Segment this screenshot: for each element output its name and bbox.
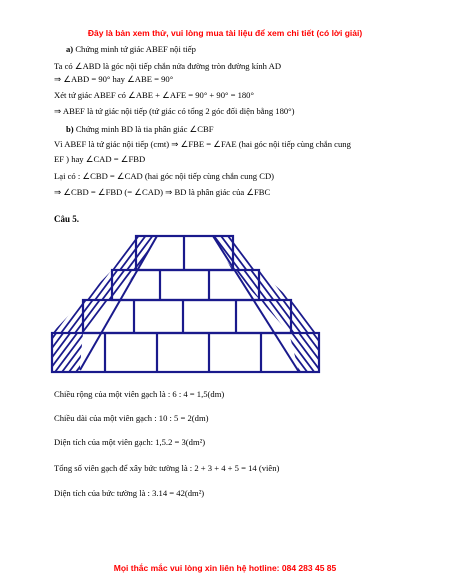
hatch-line (307, 270, 330, 300)
hatch-pattern (13, 236, 384, 372)
hatch-line (227, 300, 252, 333)
hatch-line (320, 333, 349, 372)
solution-line: ⇒ ABEF là tứ giác nội tiếp (tứ giác có tổng 2 góc đối diện bằng 180°) (54, 106, 295, 116)
hatch-line (241, 300, 266, 333)
hatch-line (26, 300, 51, 333)
hatch-line (124, 300, 149, 333)
hatch-line (78, 236, 104, 270)
solution-line: ⇒ ∠ABD = 90° hay ∠ABE = 90° (54, 74, 174, 84)
hatch-line (144, 270, 167, 300)
hatch-line (68, 300, 93, 333)
hatch-line (242, 236, 268, 270)
preview-banner: Đây là bản xem thử, vui lòng mua tài liệu để xem chi tiết (có lời giải) (87, 28, 363, 38)
part-a-label: a) (66, 44, 74, 54)
solution-line: Ta có ∠ABD là góc nội tiếp chắn nửa đường tròn đường kính AD (54, 61, 282, 71)
hatch-line (214, 236, 240, 270)
hatch-group (13, 333, 147, 372)
hatch-line (130, 270, 153, 300)
hatch-line (118, 333, 147, 372)
hatch-line (158, 270, 181, 300)
hatch-line (137, 270, 160, 300)
hatch-group (19, 300, 163, 333)
hatch-group (250, 333, 384, 372)
hatch-line (209, 270, 232, 300)
answer-line: Chiều rộng của một viên gạch là : 6 : 4 = 1,5(dm) (54, 389, 225, 399)
hatch-line (103, 300, 128, 333)
hatch-line (279, 270, 302, 300)
hatch-line (297, 300, 322, 333)
hatch-line (263, 236, 289, 270)
hatch-line (311, 300, 336, 333)
hatch-group (78, 236, 216, 270)
hatch-line (249, 236, 275, 270)
hatch-line (314, 270, 337, 300)
hatch-line (186, 236, 212, 270)
hatch-line (270, 236, 296, 270)
hatch-line (19, 300, 44, 333)
hatch-group (53, 270, 188, 300)
hatch-line (104, 333, 133, 372)
hatch-line (155, 236, 181, 270)
hatch-line (169, 236, 195, 270)
hatch-line (151, 270, 174, 300)
hatch-line (74, 270, 97, 300)
hatch-group (227, 300, 371, 333)
hatch-line (117, 300, 142, 333)
hatch-line (300, 270, 323, 300)
hatch-line (111, 333, 140, 372)
answer-line: Diện tích của một viên gạch: 1,5.2 = 3(dm²) (54, 437, 206, 447)
hatch-line (20, 333, 49, 372)
hatch-line (200, 236, 226, 270)
hatch-line (40, 300, 65, 333)
hatch-line (183, 236, 209, 270)
part-a-text: Chứng minh tứ giác ABEF nội tiếp (75, 44, 196, 54)
hatch-line (286, 270, 309, 300)
part-b-label: b) (66, 124, 74, 134)
hatch-line (85, 236, 111, 270)
answer-line: Diện tích của bức tường là : 3.14 = 42(dm²) (54, 488, 205, 498)
hatch-line (106, 236, 132, 270)
hatch-line (99, 236, 125, 270)
hatch-line (290, 300, 315, 333)
solution-line: Xét tứ giác ABEF có ∠ABE + ∠AFE = 90° + 90° = 180° (54, 90, 254, 100)
hatch-line (234, 300, 259, 333)
hatch-line (284, 236, 310, 270)
hatch-line (250, 333, 279, 372)
hatch-group (179, 236, 317, 270)
hatch-line (176, 236, 202, 270)
hatch-line (193, 236, 219, 270)
hatch-line (276, 300, 301, 333)
hatch-line (97, 333, 126, 372)
answer-line: Tổng số viên gạch để xây bức tường là : 2 + 3 + 4 + 5 = 14 (viên) (54, 463, 280, 473)
hatch-line (235, 236, 261, 270)
part-b-text: Chứng minh BD là tia phân giác ∠CBF (75, 124, 214, 134)
hatch-line (60, 270, 83, 300)
hatch-line (223, 270, 246, 300)
solution-line: EF ) hay ∠CAD = ∠FBD (54, 154, 146, 164)
hatch-line (327, 333, 356, 372)
hatch-line (179, 236, 205, 270)
hatch-line (341, 333, 370, 372)
hatch-group (202, 270, 337, 300)
hatch-line (75, 300, 100, 333)
hatch-line (291, 236, 317, 270)
hatch-line (138, 300, 163, 333)
hatch-line (339, 300, 364, 333)
hatch-line (318, 300, 343, 333)
solution-line: Lại có : ∠CBD = ∠CAD (hai góc nội tiếp cùng chắn cung CD) (54, 171, 275, 181)
roof-slopes (80, 236, 299, 372)
hatch-line (325, 300, 350, 333)
hatch-line (334, 333, 363, 372)
hatch-line (190, 236, 216, 270)
answer-line: Chiều dài của một viên gạch : 10 : 5 = 2(dm) (54, 413, 209, 423)
hatch-line (216, 270, 239, 300)
hatch-line (54, 300, 79, 333)
solution-line: ⇒ ∠CBD = ∠FBD (= ∠CAD) ⇒ BD là phân giác của ∠FBC (54, 187, 271, 197)
hatch-line (248, 300, 273, 333)
hatch-line (113, 236, 139, 270)
hatch-line (120, 236, 146, 270)
hatch-line (255, 300, 280, 333)
hatch-line (355, 333, 384, 372)
hatch-line (92, 236, 118, 270)
hatch-line (304, 300, 329, 333)
hatch-line (283, 300, 308, 333)
hatch-line (13, 333, 42, 372)
hatch-line (148, 236, 174, 270)
hatch-line (256, 236, 282, 270)
hotline-banner: Mọi thắc mắc vui lòng xin liên hệ hotline: 084 283 45 85 (113, 563, 337, 573)
hatch-line (207, 236, 233, 270)
hatch-line (332, 300, 357, 333)
hatch-line (277, 236, 303, 270)
hatch-line (293, 270, 316, 300)
hatch-line (67, 270, 90, 300)
solution-line: Vì ABEF là tứ giác nội tiếp (cmt) ⇒ ∠FBE = ∠FAE (hai góc nội tiếp cùng chắn cung (54, 139, 351, 149)
hatch-line (346, 300, 371, 333)
question-heading: Câu 5. (54, 214, 80, 224)
hatch-line (348, 333, 377, 372)
hatch-line (134, 236, 160, 270)
hatch-line (110, 300, 135, 333)
hatch-line (33, 300, 58, 333)
hatch-line (47, 300, 72, 333)
hatch-line (53, 270, 76, 300)
hatch-line (262, 300, 287, 333)
hatch-line (202, 270, 225, 300)
hatch-line (165, 270, 188, 300)
